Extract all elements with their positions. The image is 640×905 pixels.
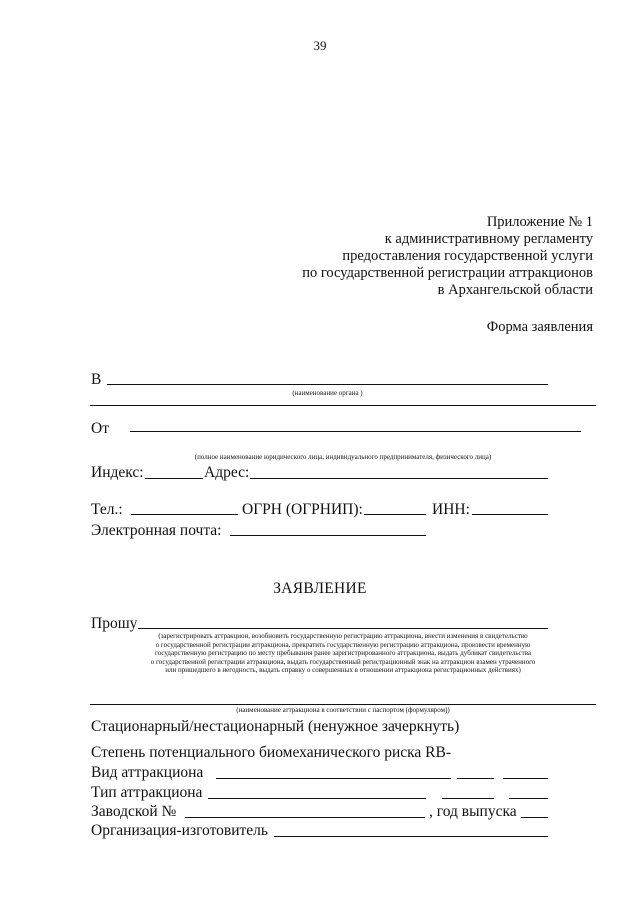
appendix-line: к административному регламенту [384,231,593,247]
kind-field[interactable] [216,778,451,779]
appendix-line: Приложение № 1 [486,214,593,230]
request-caption [90,632,596,675]
request-caption-line: о государственной регистрации аттракциона, прекратить государственную регистрацию аттракциона, произвести временную [155,640,531,649]
type-field-extra[interactable] [509,798,548,799]
ogrn-field[interactable] [364,514,426,515]
appendix-block [302,214,593,299]
request-caption-line: о государственной регистрации аттракциона, выдать государственный регистрационный знак на аттракцион взамен утраченного [150,657,536,666]
from-field[interactable] [130,431,581,432]
ogrn-label: ОГРН (ОГРНИП): [242,501,363,518]
phone-label: Тел.: [91,501,123,518]
attraction-name-caption: (наименование аттракциона в соответствии с паспортом (формуляром)) [236,706,450,714]
email-label: Электронная почта: [91,522,222,539]
manufacturer-label: Организация-изготовитель [91,822,268,839]
to-label: В [91,371,102,388]
serial-label: Заводской № [91,803,177,820]
email-field[interactable] [230,535,426,536]
request-caption-line: государственную регистрацию по месту пребывания ранее зарегистрированного аттракциона, выдать дубликат свидетельства [154,649,532,658]
from-caption: (полное наименование юридического лица, индивидуального предпринимателя, физического лица) [194,453,492,461]
inn-label: ИНН: [432,501,470,518]
year-field[interactable] [521,817,548,818]
appendix-line: предоставления государственной услуги [342,248,593,264]
kind-field-extra[interactable] [503,778,548,779]
index-field[interactable] [145,478,203,479]
to-caption: (наименование органа ) [292,389,363,397]
request-field[interactable] [138,628,548,629]
request-label: Прошу [91,615,138,632]
form-label: Форма заявления [486,319,593,335]
appendix-line: по государственной регистрации аттракционов [302,265,593,281]
document-title: ЗАЯВЛЕНИЕ [273,580,367,597]
type-field-extra[interactable] [442,798,494,799]
divider-line [90,405,596,406]
inn-field[interactable] [472,514,548,515]
kind-field-extra[interactable] [457,778,494,779]
kind-label: Вид аттракциона [91,764,204,781]
attraction-name-field[interactable] [90,704,596,705]
from-label: От [91,420,109,437]
request-caption-line: (зарегистрировать аттракцион, возобновить государственную регистрацию аттракциона, внести изменения в свидетельство [158,632,528,640]
appendix-line: в Архангельской области [437,282,593,298]
request-caption-line: или пришедшего в негодность, выдать справку о совершенных в отношении аттракциона регистрационных действиях) [165,666,521,675]
manufacturer-field[interactable] [274,836,548,837]
stationary-label: Стационарный/нестационарный (ненужное зачеркнуть) [91,718,460,735]
serial-field[interactable] [185,817,425,818]
year-label: , год выпуска [429,803,517,820]
address-label: Адрес: [204,464,250,481]
address-field[interactable] [250,478,548,479]
page-number: 39 [313,38,327,53]
type-field[interactable] [208,798,426,799]
risk-label: Степень потенциального биомеханического риска RB- [91,744,452,761]
phone-field[interactable] [131,514,238,515]
to-field[interactable] [107,384,548,385]
type-label: Тип аттракциона [91,784,203,801]
index-label: Индекс: [91,464,144,481]
